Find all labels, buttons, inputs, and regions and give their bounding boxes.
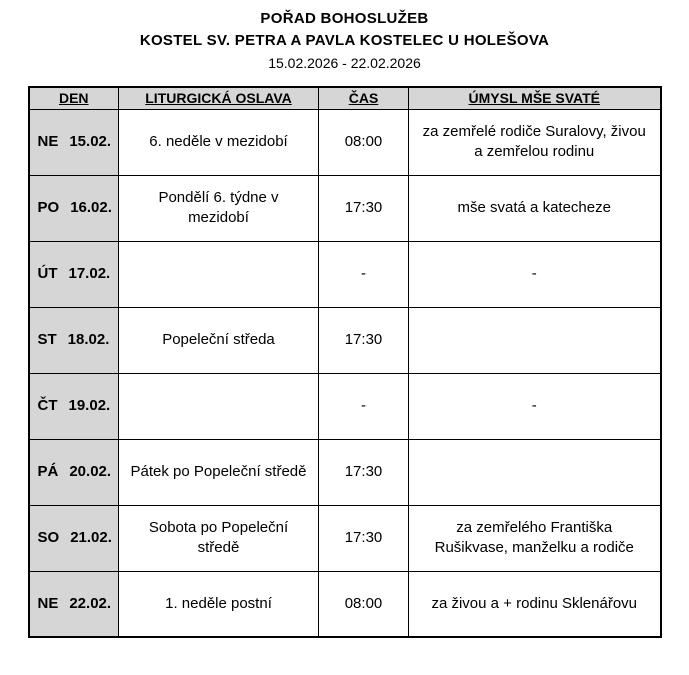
celebration-cell: Popeleční středa bbox=[119, 307, 319, 373]
table-row bbox=[29, 439, 661, 505]
table-header-row bbox=[29, 87, 661, 109]
intention-cell: za živou a + rodinu Sklenářovu bbox=[409, 571, 661, 637]
celebration-cell: Sobota po Popeleční středě bbox=[119, 505, 319, 571]
day-cell bbox=[29, 241, 119, 307]
intention-cell: mše svatá a katecheze bbox=[409, 175, 661, 241]
celebration-cell bbox=[119, 241, 319, 307]
day-abbrev: PÁ bbox=[37, 462, 59, 480]
day-abbrev: SO bbox=[37, 528, 60, 546]
day-abbrev: ČT bbox=[37, 396, 58, 414]
day-abbrev: NE bbox=[37, 132, 59, 150]
schedule-table bbox=[28, 86, 662, 638]
intention-cell: za zemřelé rodiče Suralovy, živou a zemřelou rodinu bbox=[409, 109, 661, 175]
day-cell bbox=[29, 505, 119, 571]
day-cell bbox=[29, 307, 119, 373]
day-cell bbox=[29, 109, 119, 175]
time-cell: 17:30 bbox=[319, 307, 409, 373]
day-abbrev: ÚT bbox=[37, 264, 58, 282]
intention-cell: - bbox=[409, 241, 661, 307]
col-header-den: DEN bbox=[29, 87, 119, 109]
day-cell bbox=[29, 571, 119, 637]
intention-cell bbox=[409, 439, 661, 505]
time-cell: 17:30 bbox=[319, 505, 409, 571]
day-cell bbox=[29, 175, 119, 241]
celebration-cell bbox=[119, 373, 319, 439]
day-date: 22.02. bbox=[69, 594, 112, 612]
day-date: 20.02. bbox=[69, 462, 112, 480]
day-abbrev: NE bbox=[37, 594, 59, 612]
intention-cell: - bbox=[409, 373, 661, 439]
time-cell: 17:30 bbox=[319, 439, 409, 505]
col-header-cas: ČAS bbox=[319, 87, 409, 109]
day-date: 16.02. bbox=[70, 198, 112, 216]
time-cell: - bbox=[319, 373, 409, 439]
table-row bbox=[29, 241, 661, 307]
day-date: 21.02. bbox=[70, 528, 112, 546]
col-header-umysl: ÚMYSL MŠE SVATÉ bbox=[409, 87, 661, 109]
time-cell: 08:00 bbox=[319, 109, 409, 175]
day-date: 19.02. bbox=[68, 396, 111, 414]
day-cell bbox=[29, 439, 119, 505]
celebration-cell: Pondělí 6. týdne v mezidobí bbox=[119, 175, 319, 241]
intention-cell bbox=[409, 307, 661, 373]
celebration-cell: Pátek po Popeleční středě bbox=[119, 439, 319, 505]
table-row bbox=[29, 307, 661, 373]
celebration-cell: 1. neděle postní bbox=[119, 571, 319, 637]
table-row bbox=[29, 175, 661, 241]
doc-date-range: 15.02.2026 - 22.02.2026 bbox=[268, 55, 421, 71]
celebration-cell: 6. neděle v mezidobí bbox=[119, 109, 319, 175]
table-row bbox=[29, 373, 661, 439]
intention-cell: za zemřelého Františka Rušikvase, manželku a rodiče bbox=[409, 505, 661, 571]
doc-title: POŘAD BOHOSLUŽEB bbox=[260, 10, 429, 27]
day-abbrev: ST bbox=[37, 330, 57, 348]
table-row bbox=[29, 109, 661, 175]
table-row bbox=[29, 571, 661, 637]
day-cell bbox=[29, 373, 119, 439]
time-cell: 17:30 bbox=[319, 175, 409, 241]
day-date: 18.02. bbox=[67, 330, 110, 348]
day-abbrev: PO bbox=[37, 198, 60, 216]
day-date: 17.02. bbox=[68, 264, 111, 282]
table-row bbox=[29, 505, 661, 571]
document-header bbox=[0, 10, 689, 71]
time-cell: - bbox=[319, 241, 409, 307]
doc-subtitle: KOSTEL SV. PETRA A PAVLA KOSTELEC U HOLEŠOVA bbox=[139, 32, 550, 49]
col-header-liturgicka-oslava: LITURGICKÁ OSLAVA bbox=[119, 87, 319, 109]
time-cell: 08:00 bbox=[319, 571, 409, 637]
day-date: 15.02. bbox=[69, 132, 112, 150]
